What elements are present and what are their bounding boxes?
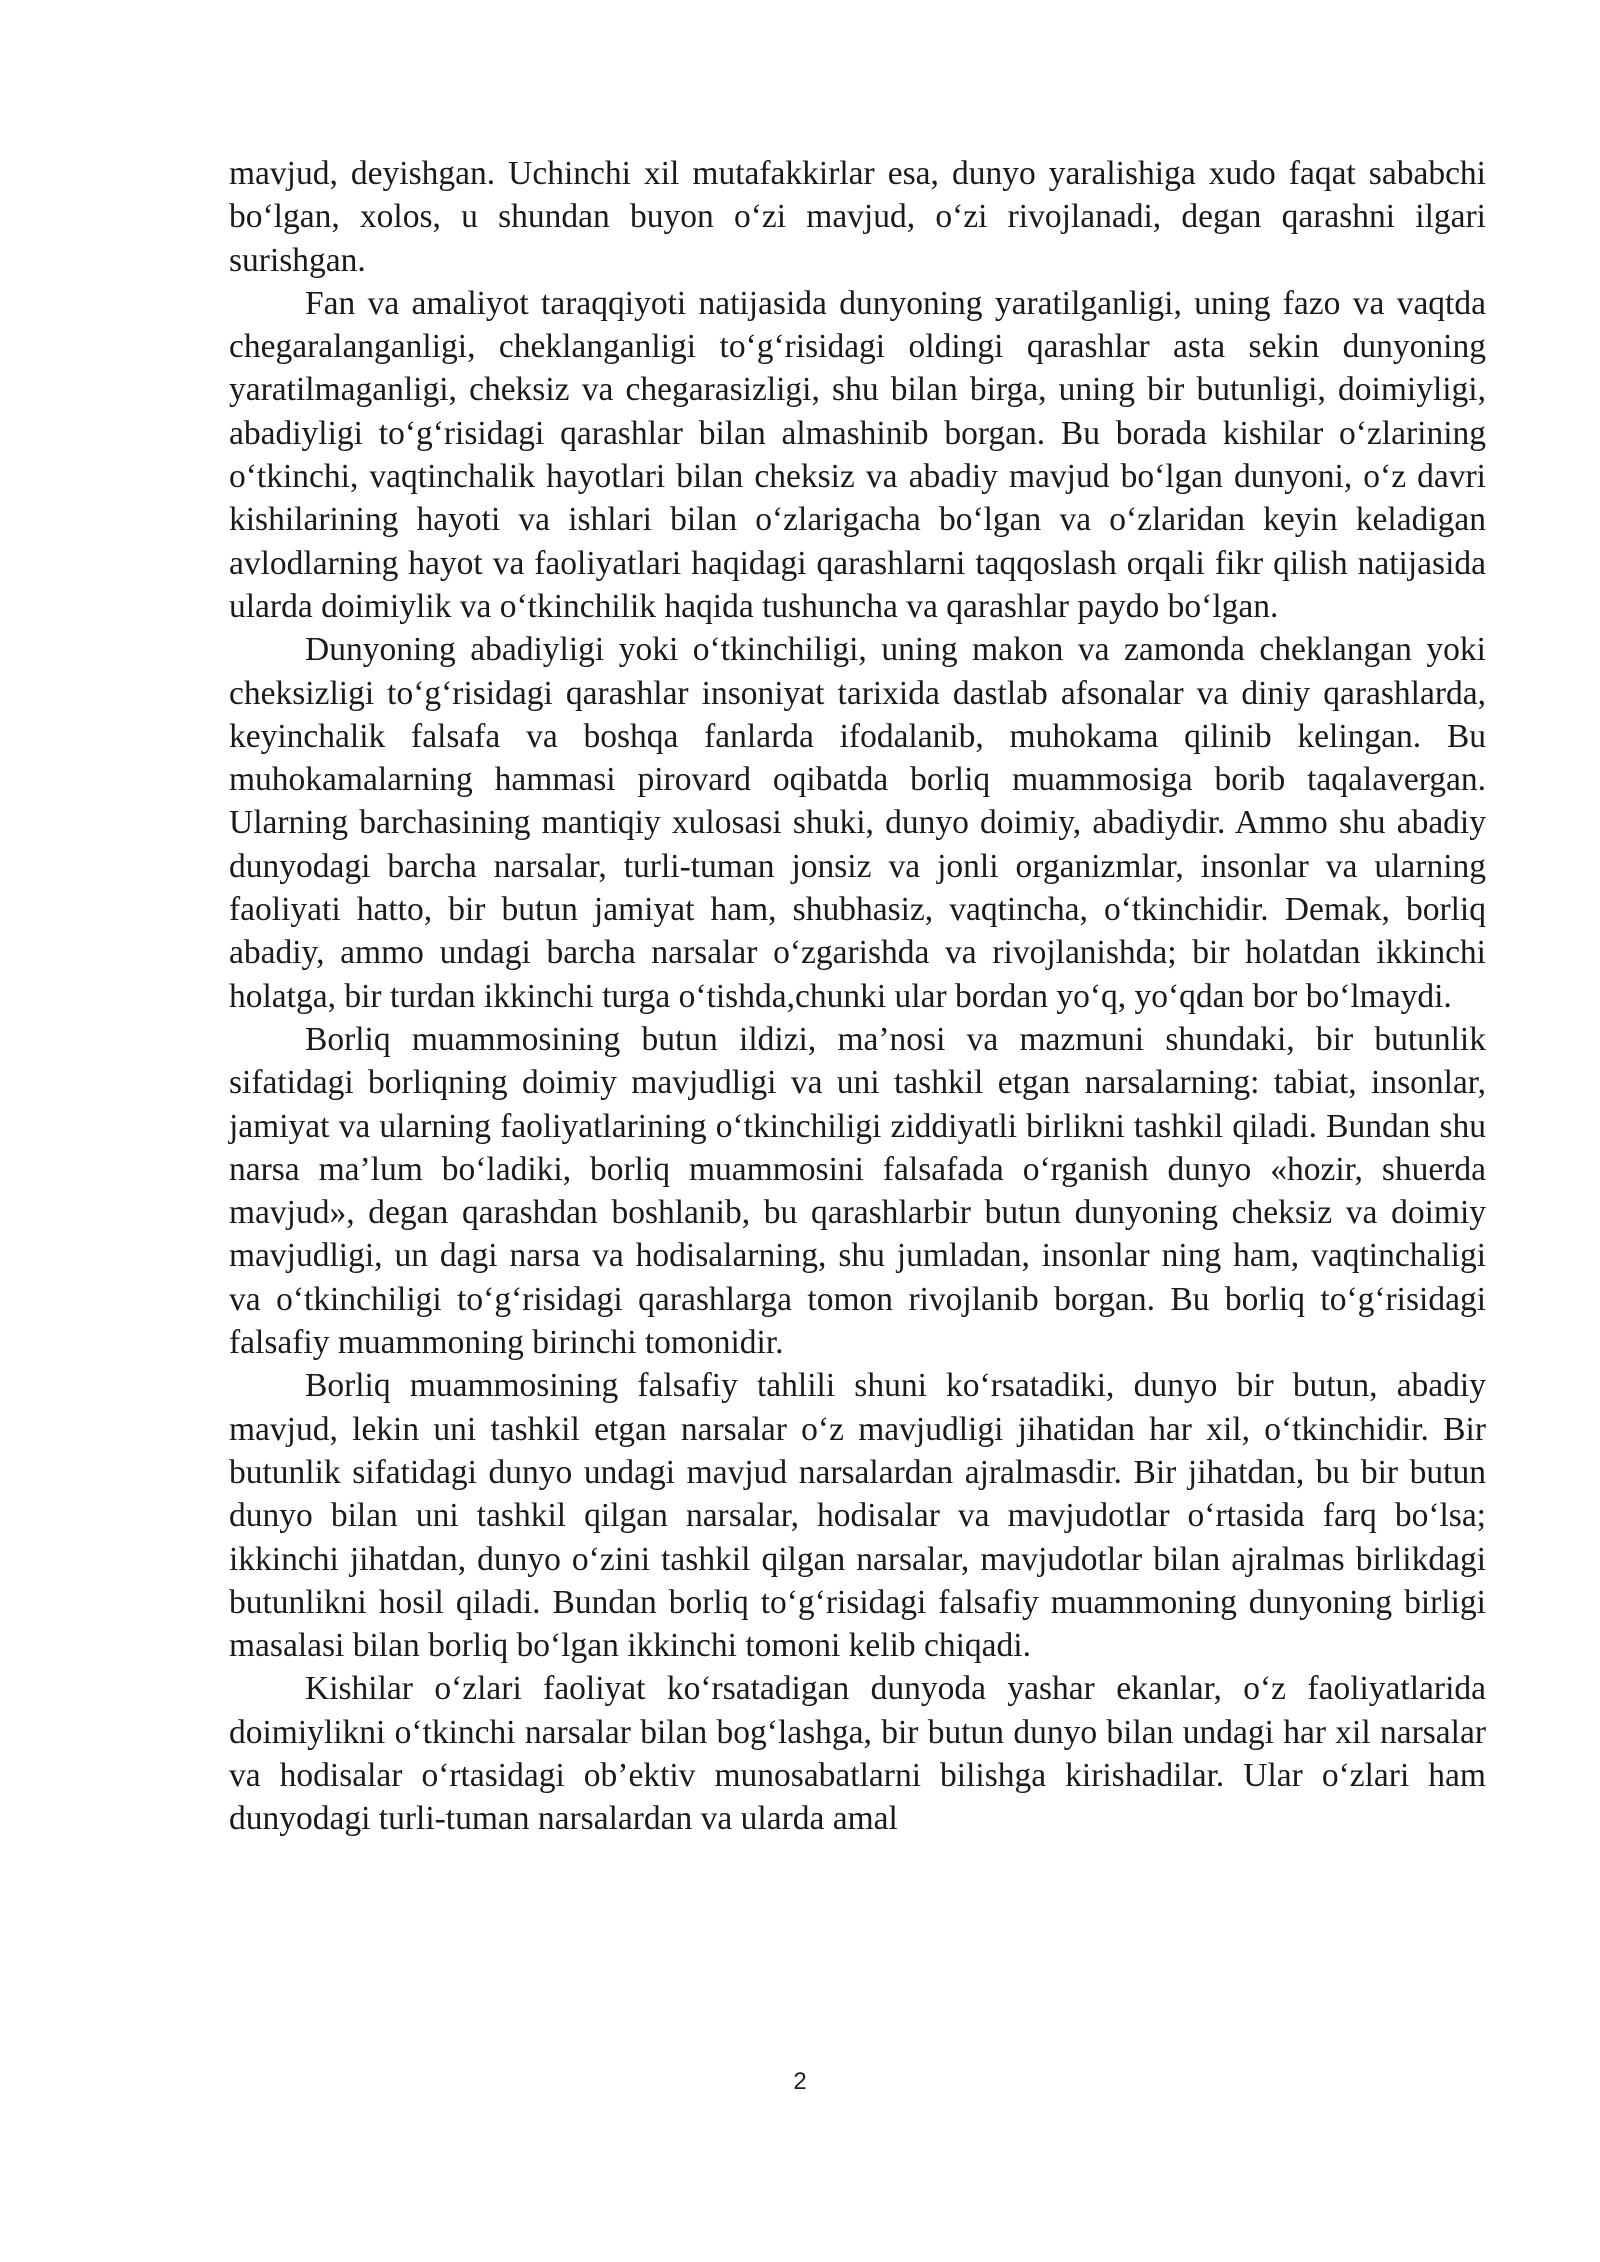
paragraph-continuation: mavjud, deyishgan. Uchinchi xil mutafakkirlar esa, dunyo yaralishiga xudo faqat sababchi bo‘lgan, xolos, u shundan buyon o‘zi mavjud, o‘zi rivojlanadi, degan qarashni ilgari surishgan. [229,155,1486,279]
paragraph: Fan va amaliyot taraqqiyoti natijasida dunyoning yaratilganligi, uning fazo va vaqtda chegaralanganligi, cheklanganligi to‘g‘risidagi oldingi qarashlar asta sekin dunyoning yaratilmaganligi, cheksiz va chegarasizligi, shu bilan birga, uning bir butunligi, doimiyligi, abadiyligi to‘g‘risidagi qarashlar bilan almashinib borgan. Bu borada kishilar o‘zlarining o‘tkinchi, vaqtinchalik hayotlari bilan cheksiz va abadiy mavjud bo‘lgan dunyoni, o‘z davri kishilarining hayoti va ishlari bilan o‘zlarigacha bo‘lgan va o‘zlaridan keyin keladigan avlodlarning hayot va faoliyatlari haqidagi qarashlarni taqqoslash orqali fikr qilish natijasida ularda doimiylik va o‘tkinchilik haqida tushuncha va qarashlar paydo bo‘lgan. [229,284,1486,625]
paragraph: Kishilar o‘zlari faoliyat ko‘rsatadigan dunyoda yashar ekanlar, o‘z faoliyatlarida doimiylikni o‘tkinchi narsalar bilan bog‘lashga, bir butun dunyo bilan undagi har xil narsalar va hodisalar o‘rtasidagi ob’ektiv munosabatlarni bilishga kirishadilar. Ular o‘zlari ham dunyodagi turli-tuman narsalardan va ularda amal [229,1670,1486,1838]
paragraph: Borliq muammosining falsafiy tahlili shuni ko‘rsatadiki, dunyo bir butun, abadiy mavjud, lekin uni tashkil etgan narsalar o‘z mavjudligi jihatidan har xil, o‘tkinchidir. Bir butunlik sifatidagi dunyo undagi mavjud narsalardan ajralmasdir. Bir jihatdan, bu bir butun dunyo bilan uni tashkil qilgan narsalar, hodisalar va mavjudotlar o‘rtasida farq bo‘lsa; ikkinchi jihatdan, dunyo o‘zini tashkil qilgan narsalar, mavjudotlar bilan ajralmas birlikdagi butunlikni hosil qiladi. Bundan borliq to‘g‘risidagi falsafiy muammoning dunyoning birligi masalasi bilan borliq bo‘lgan ikkinchi tomoni kelib chiqadi. [229,1367,1486,1665]
page-number: 2 [793,2068,807,2095]
document-body [229,152,1486,1841]
paragraph: Dunyoning abadiyligi yoki o‘tkinchiligi, uning makon va zamonda cheklangan yoki cheksizligi to‘g‘risidagi qarashlar insoniyat tarixida dastlab afsonalar va diniy qarashlarda, keyinchalik falsafa va boshqa fanlarda ifodalanib, muhokama qilinib kelingan. Bu muhokamalarning hammasi pirovard oqibatda borliq muammosiga borib taqalavergan. Ularning barchasining mantiqiy xulosasi shuki, dunyo doimiy, abadiydir. Ammo shu abadiy dunyodagi barcha narsalar, turli-tuman jonsiz va jonli organizmlar, insonlar va ularning faoliyati hatto, bir butun jamiyat ham, shubhasiz, vaqtincha, o‘tkinchidir. Demak, borliq abadiy, ammo undagi barcha narsalar o‘zgarishda va rivojlanishda; bir holatdan ikkinchi holatga, bir turdan ikkinchi turga o‘tishda,chunki ular bordan yo‘q, yo‘qdan bor bo‘lmaydi. [229,631,1486,1015]
paragraph: Borliq muammosining butun ildizi, ma’nosi va mazmuni shundaki, bir butunlik sifatidagi borliqning doimiy mavjudligi va uni tashkil etgan narsalarning: tabiat, insonlar, jamiyat va ularning faoliyatlarining o‘tkinchiligi ziddiyatli birlikni tashkil qiladi. Bundan shu narsa ma’lum bo‘ladiki, borliq muammosini falsafada o‘rganish dunyo «hozir, shuerda mavjud», degan qarashdan boshlanib, bu qarashlarbir butun dunyoning cheksiz va doimiy mavjudligi, un dagi narsa va hodisalarning, shu jumladan, insonlar ning ham, vaqtinchaligi va o‘tkinchiligi to‘g‘risidagi qarashlarga tomon rivojlanib borgan. Bu borliq to‘g‘risidagi falsafiy muammoning birinchi tomonidir. [229,1020,1486,1362]
